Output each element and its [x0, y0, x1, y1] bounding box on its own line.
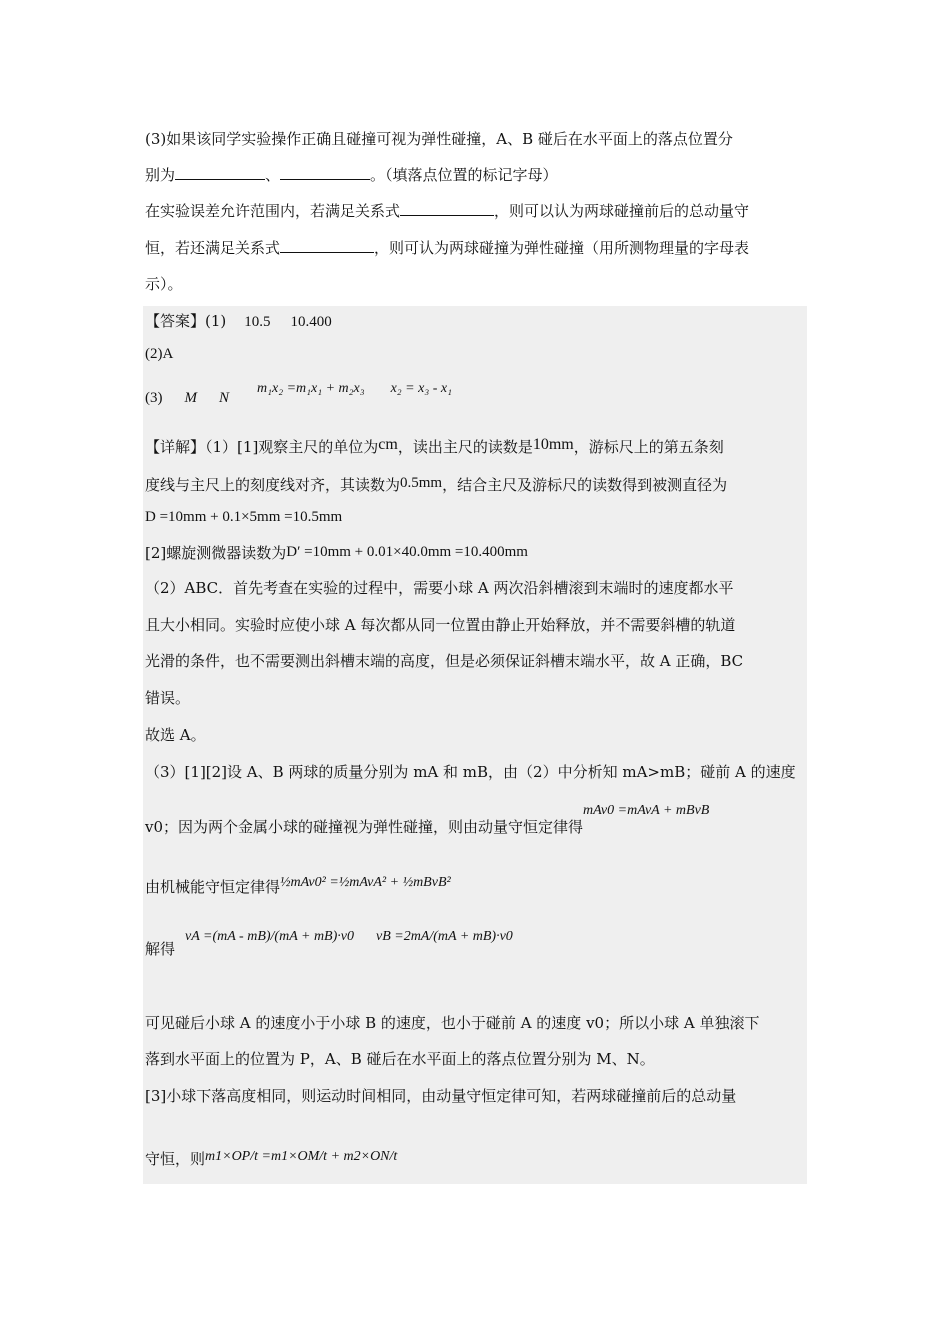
question-line-5: 示）。 — [145, 275, 183, 293]
detail-line-15: 落到水平面上的位置为 P，A、B 碰后在水平面上的落点位置分别为 M、N。 — [145, 1050, 655, 1068]
answer-line-3: (3) M Nm₁x₂ =m₁x₁ + m₂x₃ x₂ = x₃ - x₁ — [145, 381, 452, 406]
detail-line-12: 由机械能守恒定律得½mAv0² =½mAvA² + ½mBvB² — [145, 875, 451, 896]
detail-line-11: v0；因为两个金属小球的碰撞视为弹性碰撞，则由动量守恒定律得mAv0 =mAvA + mBvB — [145, 803, 710, 836]
detail-line-6: 且大小相同。实验时应使小球 A 每次都从同一位置由静止开始释放，并不需要斜槽的轨道 — [145, 616, 736, 634]
momentum-conservation-equation: mAv0 =mAvA + mBvB — [583, 803, 710, 818]
detail-line-8: 错误。 — [145, 689, 191, 707]
detail-line-13: 解得vA =(mA - mB)/(mA + mB)·v0 vB =2mA/(mA + mB)·v0 — [145, 929, 513, 958]
energy-conservation-equation: ½mAv0² =½mAvA² + ½mBvB² — [280, 875, 451, 890]
question-line-4: 恒，若还满足关系式 ，则可认为两球碰撞为弹性碰撞（用所测物理量的字母表 — [145, 232, 810, 265]
answer-blank[interactable] — [280, 236, 374, 253]
momentum-equation: m₁x₂ =m₁x₁ + m₂x₃ — [257, 381, 365, 396]
detail-line-9: 故选 A。 — [145, 726, 206, 744]
detail-line-7: 光滑的条件，也不需要测出斜槽末端的高度，但是必须保证斜槽末端水平，故 A 正确，BC — [145, 652, 744, 670]
question-line-3: 在实验误差允许范围内，若满足关系式 ，则可以认为两球碰撞前后的总动量守 — [145, 195, 810, 228]
final-momentum-equation: m1×OP/t =m1×OM/t + m2×ON/t — [205, 1149, 398, 1164]
answer-blank[interactable] — [175, 163, 265, 180]
velocity-a-solution: vA =(mA - mB)/(mA + mB)·v0 — [185, 929, 354, 944]
question-line-2: 别为 、 。（填落点位置的标记字母） — [145, 159, 810, 192]
detail-line-14: 可见碰后小球 A 的速度小于小球 B 的速度，也小于碰前 A 的速度 v0；所以小球 A 单独滚下 — [145, 1014, 760, 1032]
answer-blank[interactable] — [280, 163, 370, 180]
answer-block — [143, 306, 807, 1184]
detail-line-2: 度线与主尺上的刻度线对齐，其读数为0.5mm，结合主尺及游标尺的读数得到被测直径为 — [145, 475, 728, 494]
detail-line-5: （2）ABC．首先考查在实验的过程中，需要小球 A 两次沿斜槽滚到末端时的速度都水平 — [145, 579, 734, 597]
detail-line-1: 【详解】（1）[1]观察主尺的单位为cm，读出主尺的读数是10mm，游标尺上的第五条刻 — [145, 436, 724, 456]
detail-line-4: [2]螺旋测微器读数为D′ =10mm + 0.01×40.0mm =10.400mm — [145, 544, 528, 562]
detail-line-3: D =10mm + 0.1×5mm =10.5mm — [145, 509, 343, 525]
answer-line-1: 【答案】(1) 10.5 10.400 — [145, 312, 332, 330]
elastic-equation: x₂ = x₃ - x₁ — [390, 381, 452, 396]
answer-line-2: (2)A — [145, 346, 174, 362]
detail-line-17: 守恒，则m1×OP/t =m1×OM/t + m2×ON/t — [145, 1149, 398, 1168]
detail-line-10: （3）[1][2]设 A、B 两球的质量分别为 mA 和 mB，由（2）中分析知 mA>mB；碰前 A 的速度 — [145, 763, 796, 781]
answer-blank[interactable] — [400, 199, 494, 216]
detail-line-16: [3]小球下落高度相同，则运动时间相同，由动量守恒定律可知，若两球碰撞前后的总动量 — [145, 1087, 737, 1105]
question-line-1: (3)如果该同学实验操作正确且碰撞可视为弹性碰撞，A、B 碰后在水平面上的落点位置分 — [145, 130, 733, 148]
velocity-b-solution: vB =2mA/(mA + mB)·v0 — [375, 929, 513, 944]
